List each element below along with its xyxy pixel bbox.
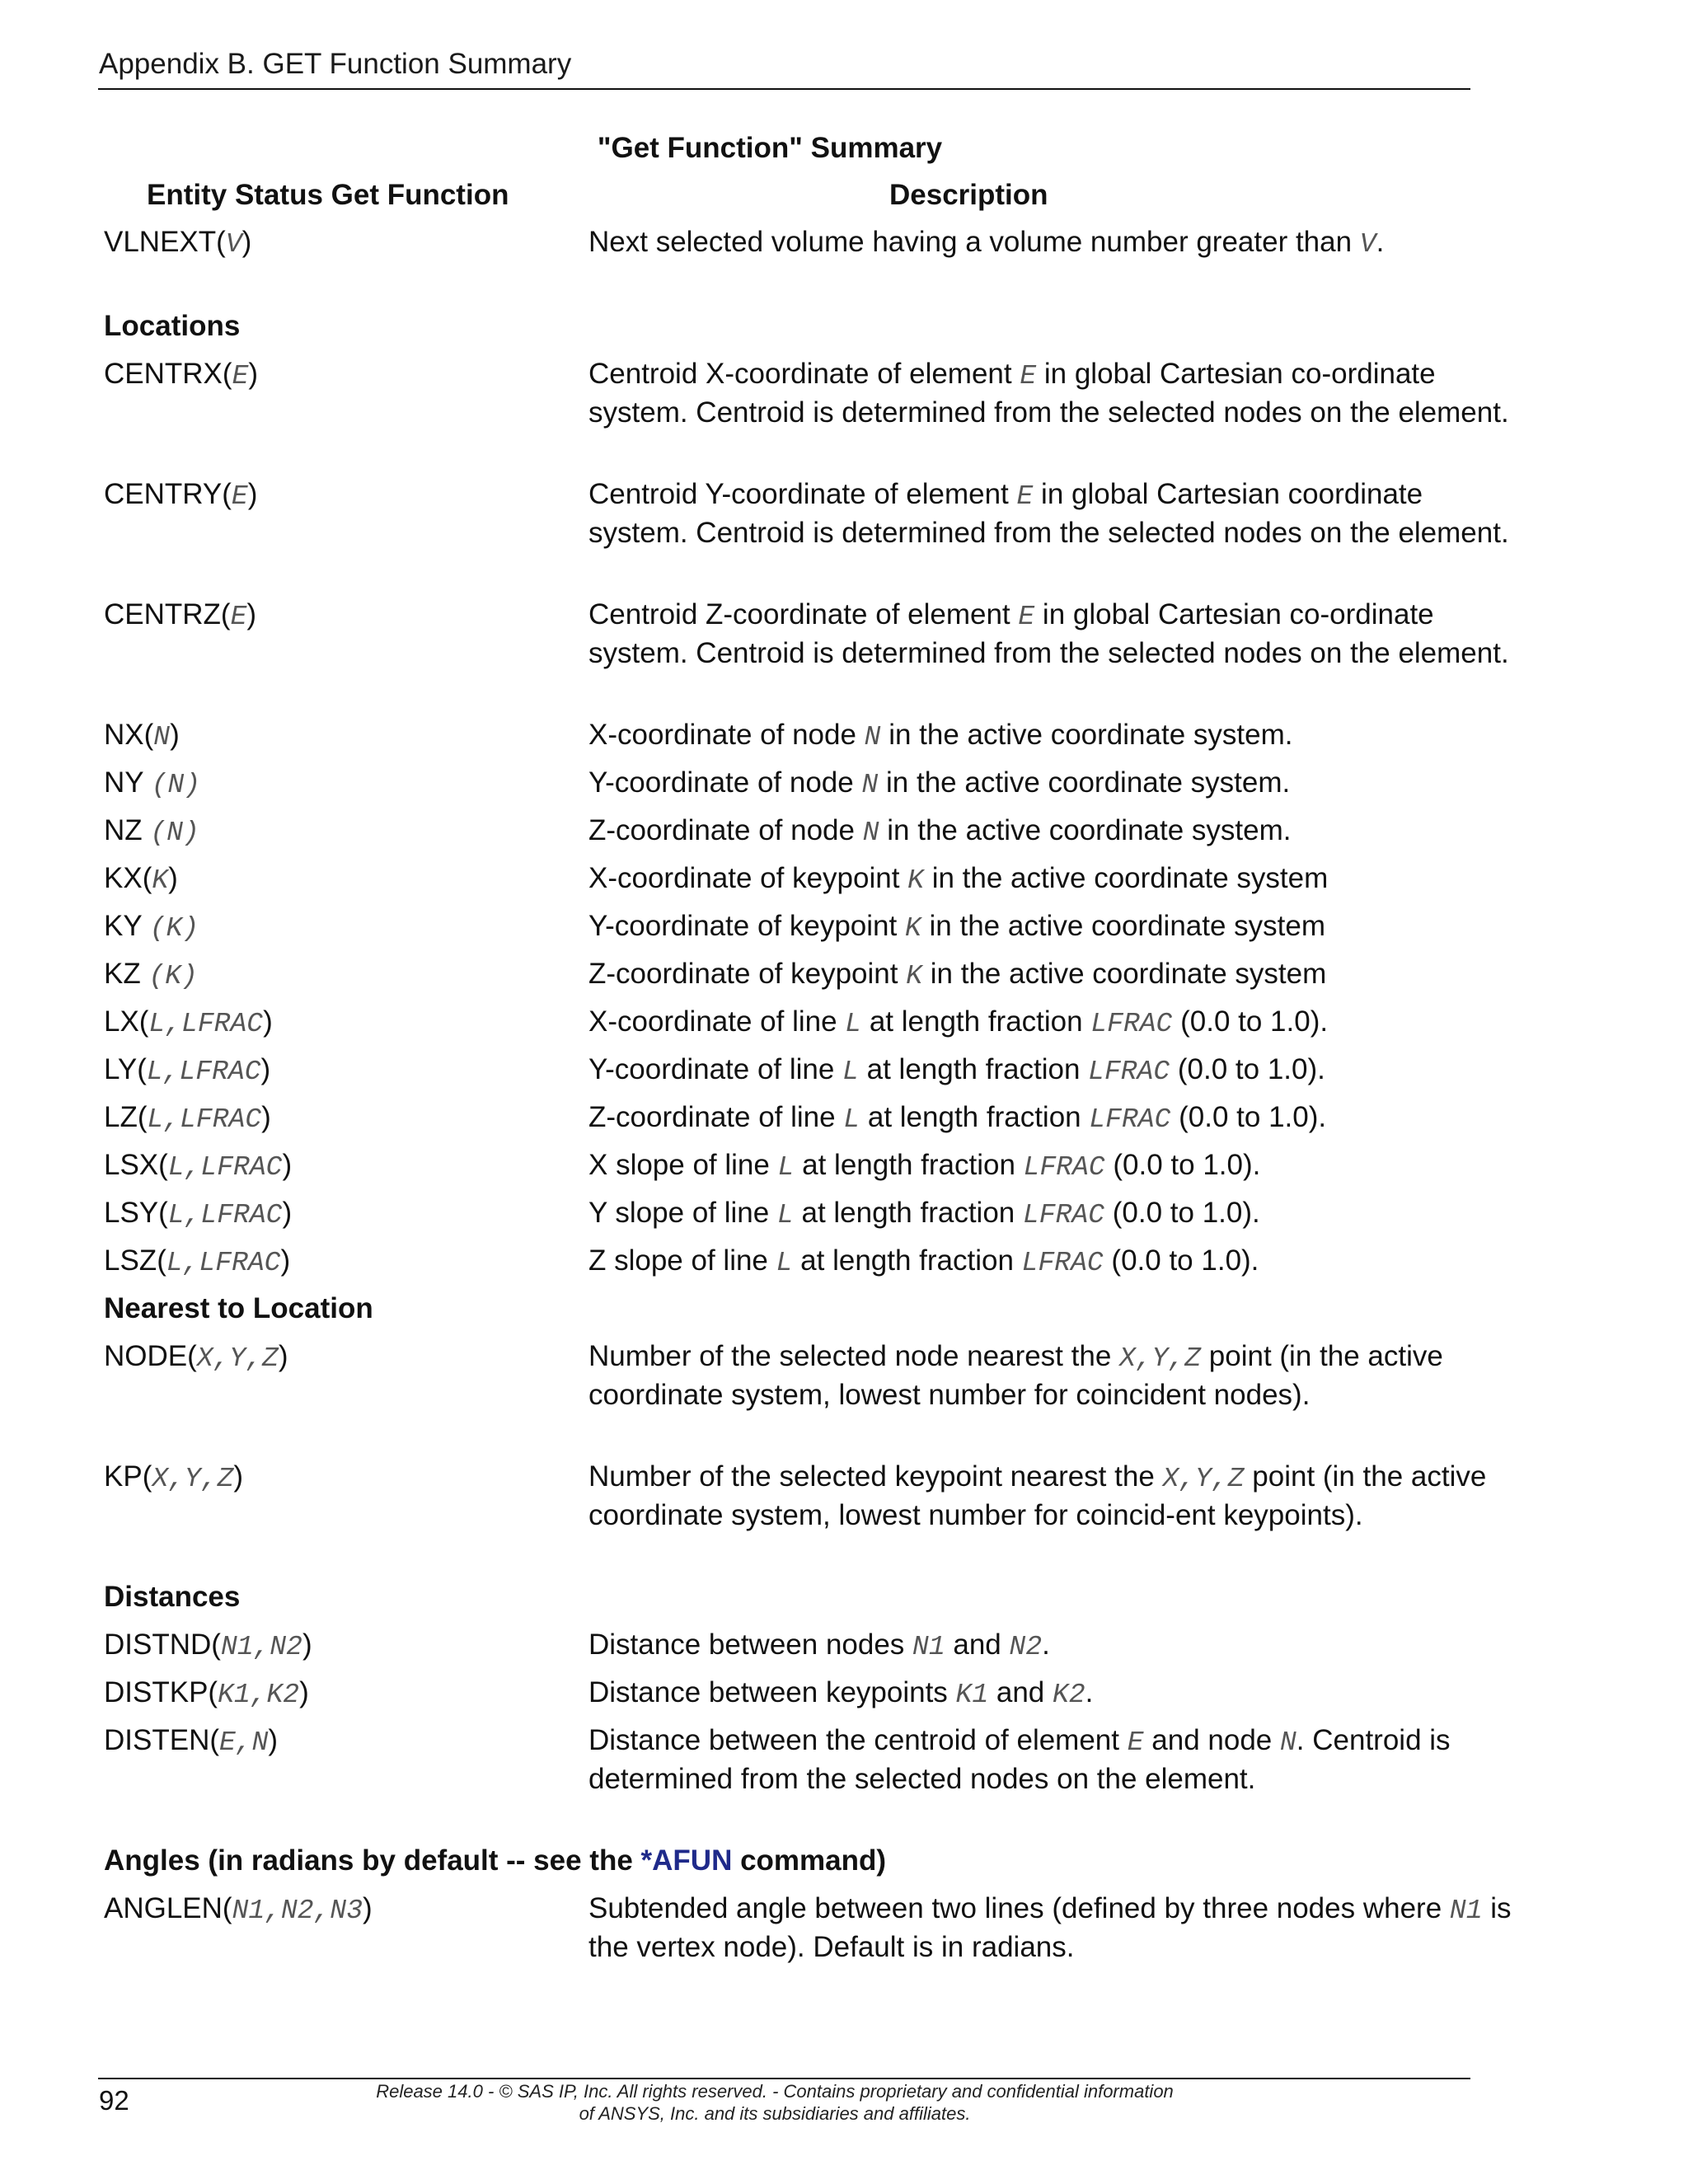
function-description: Distance between the centroid of element E and node N. Centroid is determined from the selected nodes on the element. <box>588 1724 1451 1795</box>
function-name: LZ(L,LFRAC) <box>104 1101 271 1135</box>
function-name: CENTRZ(E) <box>104 598 257 632</box>
function-description: X slope of line L at length fraction LFRAC (0.0 to 1.0). <box>588 1149 1261 1183</box>
function-name: KP(X,Y,Z) <box>104 1460 244 1494</box>
function-name: ANGLEN(N1,N2,N3) <box>104 1892 373 1926</box>
footer-rule <box>98 2078 1470 2079</box>
function-name: CENTRY(E) <box>104 478 258 512</box>
section-heading-distances: Distances <box>104 1581 241 1613</box>
function-description: Z-coordinate of keypoint K in the active coordinate system <box>588 958 1327 991</box>
function-name: LX(L,LFRAC) <box>104 1005 273 1039</box>
function-description: Z-coordinate of node N in the active coordinate system. <box>588 814 1292 848</box>
function-name: LY(L,LFRAC) <box>104 1053 271 1087</box>
function-name: DISTND(N1,N2) <box>104 1629 312 1662</box>
page-number: 92 <box>99 2085 129 2116</box>
footer-copyright: Release 14.0 - © SAS IP, Inc. All rights reserved. - Contains proprietary and confidential information of ANSYS, Inc. and its subsidiaries and affiliates. <box>376 2081 1174 2124</box>
function-name: KX(K) <box>104 862 178 896</box>
function-description: Y-coordinate of node N in the active coordinate system. <box>588 766 1291 800</box>
function-name: NZ (N) <box>104 814 199 848</box>
function-name: LSZ(L,LFRAC) <box>104 1244 291 1278</box>
function-description: Centroid X-coordinate of element E in global Cartesian co-ordinate system. Centroid is determined from the selected nodes on the element. <box>588 358 1509 429</box>
afun-command-link[interactable]: *AFUN <box>640 1844 733 1877</box>
function-description: Number of the selected keypoint nearest the X,Y,Z point (in the active coordinate system, lowest number for coincid-ent keypoints). <box>588 1460 1487 1531</box>
function-description: Subtended angle between two lines (defined by three nodes where N1 is the vertex node). Default is in radians. <box>588 1892 1512 1963</box>
function-description: X-coordinate of line L at length fraction LFRAC (0.0 to 1.0). <box>588 1005 1329 1039</box>
function-name: NX(N) <box>104 719 180 752</box>
function-name: DISTKP(K1,K2) <box>104 1676 309 1710</box>
function-description: Y slope of line L at length fraction LFRAC (0.0 to 1.0). <box>588 1197 1260 1230</box>
section-heading-locations: Locations <box>104 310 241 342</box>
function-description: Number of the selected node nearest the X,Y,Z point (in the active coordinate system, lowest number for coincident nodes). <box>588 1340 1443 1411</box>
function-description: Centroid Z-coordinate of element E in global Cartesian co-ordinate system. Centroid is determined from the selected nodes on the element. <box>588 598 1509 669</box>
function-name: KY (K) <box>104 910 199 944</box>
function-description: Next selected volume having a volume number greater than V. <box>588 226 1385 260</box>
function-description: Z-coordinate of line L at length fraction LFRAC (0.0 to 1.0). <box>588 1101 1327 1135</box>
function-description: Y-coordinate of line L at length fraction LFRAC (0.0 to 1.0). <box>588 1053 1325 1087</box>
section-heading-nearest: Nearest to Location <box>104 1292 373 1324</box>
function-name: LSX(L,LFRAC) <box>104 1149 293 1183</box>
function-description: Z slope of line L at length fraction LFRAC (0.0 to 1.0). <box>588 1244 1259 1278</box>
function-description: Distance between nodes N1 and N2. <box>588 1629 1050 1662</box>
function-name: NY (N) <box>104 766 201 800</box>
header-rule <box>98 88 1470 90</box>
function-name: NODE(X,Y,Z) <box>104 1340 288 1374</box>
table-title: "Get Function" Summary <box>597 132 943 164</box>
column-header-function: Entity Status Get Function <box>147 179 509 211</box>
function-description: Distance between keypoints K1 and K2. <box>588 1676 1094 1710</box>
section-heading-angles: Angles (in radians by default -- see the *AFUN command) <box>104 1844 887 1877</box>
function-name: LSY(L,LFRAC) <box>104 1197 293 1230</box>
function-description: X-coordinate of node N in the active coordinate system. <box>588 719 1293 752</box>
function-description: Y-coordinate of keypoint K in the active coordinate system <box>588 910 1326 944</box>
running-header: Appendix B. GET Function Summary <box>99 48 572 80</box>
function-name: KZ (K) <box>104 958 198 991</box>
function-description: X-coordinate of keypoint K in the active coordinate system <box>588 862 1329 896</box>
function-name: VLNEXT(V) <box>104 226 252 260</box>
function-name: CENTRX(E) <box>104 358 259 391</box>
column-header-description: Description <box>889 179 1048 211</box>
function-name: DISTEN(E,N) <box>104 1724 279 1758</box>
function-description: Centroid Y-coordinate of element E in global Cartesian coordinate system. Centroid is determined from the selected nodes on the element. <box>588 478 1509 549</box>
